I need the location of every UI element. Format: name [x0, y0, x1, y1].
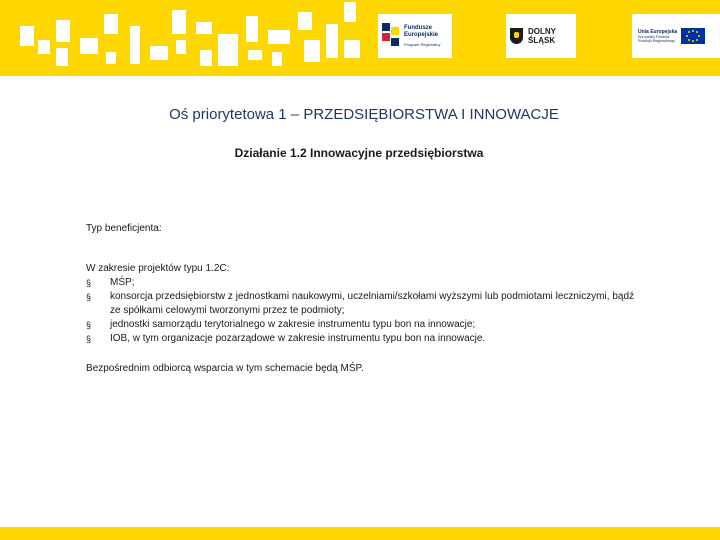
beneficiary-list — [86, 276, 634, 346]
content-body — [86, 222, 634, 376]
decor-square — [248, 50, 262, 60]
funds-logo-line2: Europejskie — [404, 31, 439, 38]
decor-square — [272, 52, 282, 66]
decor-square — [298, 12, 312, 30]
scope-label: W zakresie projektów typu 1.2C: — [86, 263, 230, 274]
page-title: Oś priorytetowa 1 – PRZEDSIĘBIORSTWA I INNOWACJE — [169, 106, 559, 123]
decor-square — [20, 26, 34, 46]
eu-logo-line3: Rozwoju Regionalnego — [638, 39, 675, 43]
decor-square — [172, 10, 186, 34]
funds-logo-line3: Program Regionalny — [404, 41, 441, 47]
decor-square — [344, 2, 356, 22]
page-subtitle: Działanie 1.2 Innowacyjne przedsiębiorstwa — [234, 146, 484, 160]
decor-square — [344, 40, 360, 58]
decor-square — [38, 40, 50, 54]
decor-square — [326, 24, 338, 58]
region-logo — [506, 14, 576, 58]
header-banner — [0, 0, 720, 76]
final-note: Bezpośrednim odbiorcą wsparcia w tym schemacie będą MŚP. — [86, 363, 364, 374]
list-item: § IOB, w tym organizacje pozarządowe w zakresie instrumentu typu bon na innowacje. — [86, 332, 634, 346]
decor-square — [80, 38, 98, 54]
decor-square — [246, 16, 258, 42]
decor-square — [106, 52, 116, 64]
list-item: § jednostki samorządu terytorialnego w zakresie instrumentu typu bon na innowacje; — [86, 318, 634, 332]
decor-square — [200, 50, 212, 66]
decor-square — [104, 14, 118, 34]
decor-square — [56, 48, 68, 66]
decor-square — [150, 46, 168, 60]
footer-bar — [0, 527, 720, 540]
eu-logo-line1: Unia Europejska — [638, 28, 678, 35]
decor-square — [176, 40, 186, 54]
decor-square — [304, 40, 320, 62]
region-logo-line2: ŚLĄSK — [528, 36, 556, 45]
funds-logo — [378, 14, 452, 58]
region-logo-line1: DOLNY — [528, 27, 556, 36]
decor-square — [268, 30, 290, 44]
decor-square — [130, 26, 140, 64]
decor-square — [196, 22, 212, 34]
list-item: § MŚP; — [86, 276, 634, 290]
eu-logo-line2: Europejski Fundusz — [638, 34, 670, 39]
decor-square — [218, 34, 238, 66]
funds-logo-line1: Fundusze — [404, 24, 432, 31]
decor-square — [56, 20, 70, 42]
funds-logo-icon — [382, 23, 400, 49]
eu-flag-icon — [681, 28, 705, 44]
beneficiary-label: Typ beneficjenta: — [86, 223, 162, 234]
eu-logo — [632, 14, 720, 58]
list-item: § konsorcja przedsiębiorstw z jednostkami naukowymi, uczelniami/szkołami wyższymi lub podmiotami leczniczymi, bądź ze spółkami celowymi tworzonymi przez te podmioty; — [86, 290, 634, 318]
eagle-crest-icon — [510, 28, 523, 44]
